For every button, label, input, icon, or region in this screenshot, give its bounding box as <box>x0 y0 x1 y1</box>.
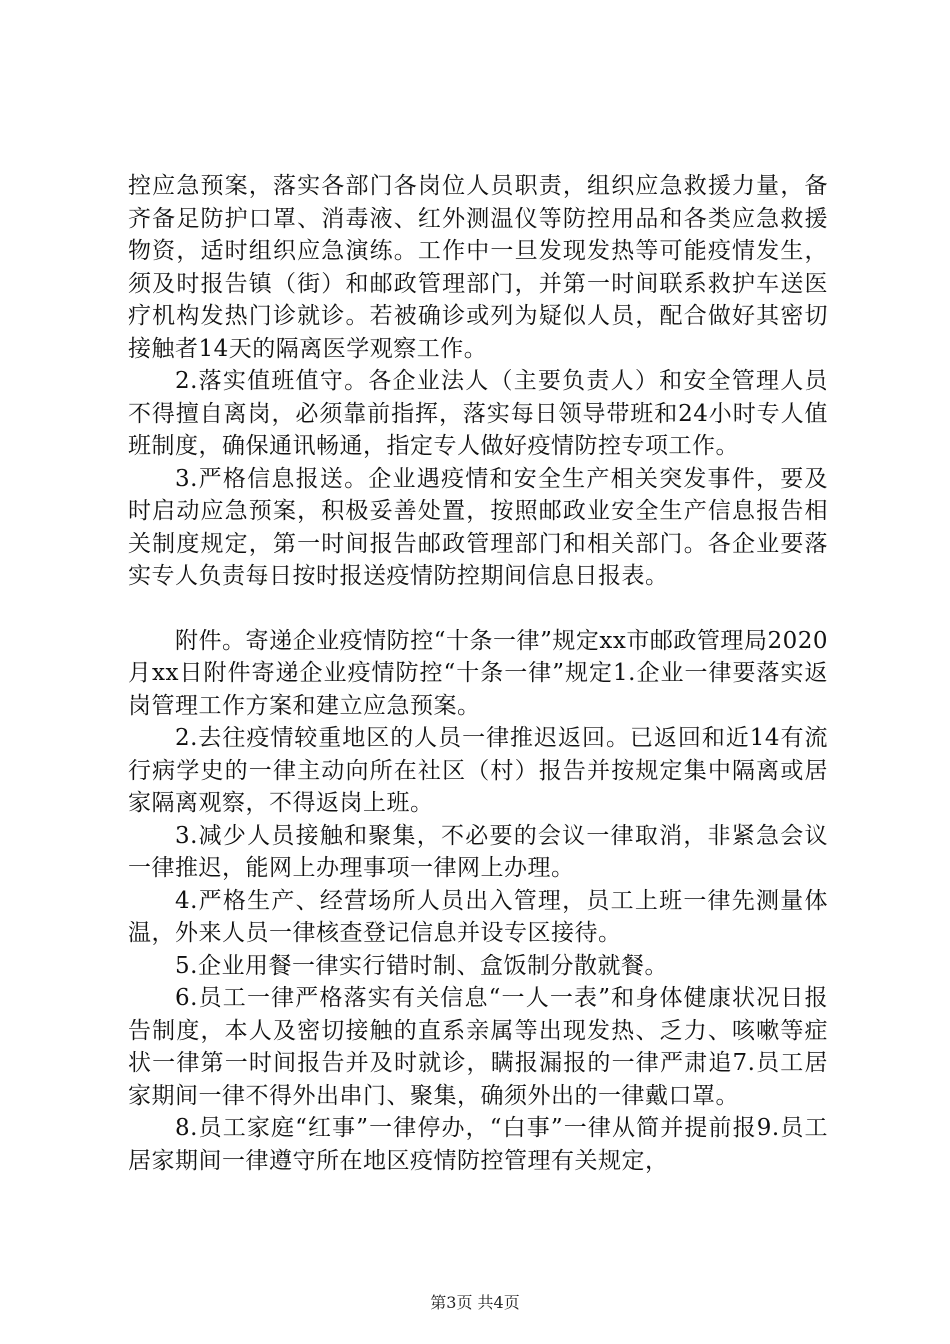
page-number-footer: 第3页 共4页 <box>430 1293 520 1312</box>
document-body <box>128 170 828 1177</box>
paragraph-info-report: 3.严格信息报送。企业遇疫情和安全生产相关突发事件，要及时启动应急预案，积极妥善处置，按照邮政业安全生产信息报告相关制度规定，第一时间报告邮政管理部门和相关部门。各企业要落实专人负责每日按时报送疫情防控期间信息日报表。 <box>128 465 828 589</box>
paragraph-rule-6-7: 6.员工一律严格落实有关信息“一人一表”和身体健康状况日报告制度，本人及密切接触的直系亲属等出现发热、乏力、咳嗽等症状一律第一时间报告并及时就诊，瞒报漏报的一律严肃追7.员工居家期间一律不得外出串门、聚集，确须外出的一律戴口罩。 <box>128 985 828 1109</box>
paragraph-duty-shift: 2.落实值班值守。各企业法人（主要负责人）和安全管理人员不得擅自离岗，必须靠前指挥，落实每日领导带班和24小时专人值班制度，确保通讯畅通，指定专人做好疫情防控专项工作。 <box>128 368 828 459</box>
paragraph-rule-5: 5.企业用餐一律实行错时制、盒饭制分散就餐。 <box>175 952 668 979</box>
paragraph-rule-4: 4.严格生产、经营场所人员出入管理，员工上班一律先测量体温，外来人员一律核查登记信息并设专区接待。 <box>128 887 828 946</box>
paragraph-attachment: 附件。寄递企业疫情防控“十条一律”规定xx市邮政管理局2020月xx日附件寄递企业疫情防控“十条一律”规定1.企业一律要落实返岗管理工作方案和建立应急预案。 <box>128 627 828 719</box>
paragraph-emergency-plan: 控应急预案，落实各部门各岗位人员职责，组织应急救援力量，备齐备足防护口罩、消毒液、红外测温仪等防控用品和各类应急救援物资，适时组织应急演练。工作中一旦发现发热等可能疫情发生，须及时报告镇（街）和邮政管理部门，并第一时间联系救护车送医疗机构发热门诊就诊。若被确诊或列为疑似人员，配合做好其密切接触者14天的隔离医学观察工作。 <box>128 173 828 362</box>
paragraph-rule-8-9: 8.员工家庭“红事”一律停办，“白事”一律从简并提前报9.员工居家期间一律遵守所在地区疫情防控管理有关规定， <box>128 1115 828 1174</box>
paragraph-rule-3: 3.减少人员接触和聚集，不必要的会议一律取消，非紧急会议一律推迟，能网上办理事项一律网上办理。 <box>128 822 828 881</box>
paragraph-spacer <box>128 593 828 625</box>
paragraph-rule-2: 2.去往疫情较重地区的人员一律推迟返回。已返回和近14有流行病学史的一律主动向所在社区（村）报告并按规定集中隔离或居家隔离观察，不得返岗上班。 <box>128 725 828 816</box>
